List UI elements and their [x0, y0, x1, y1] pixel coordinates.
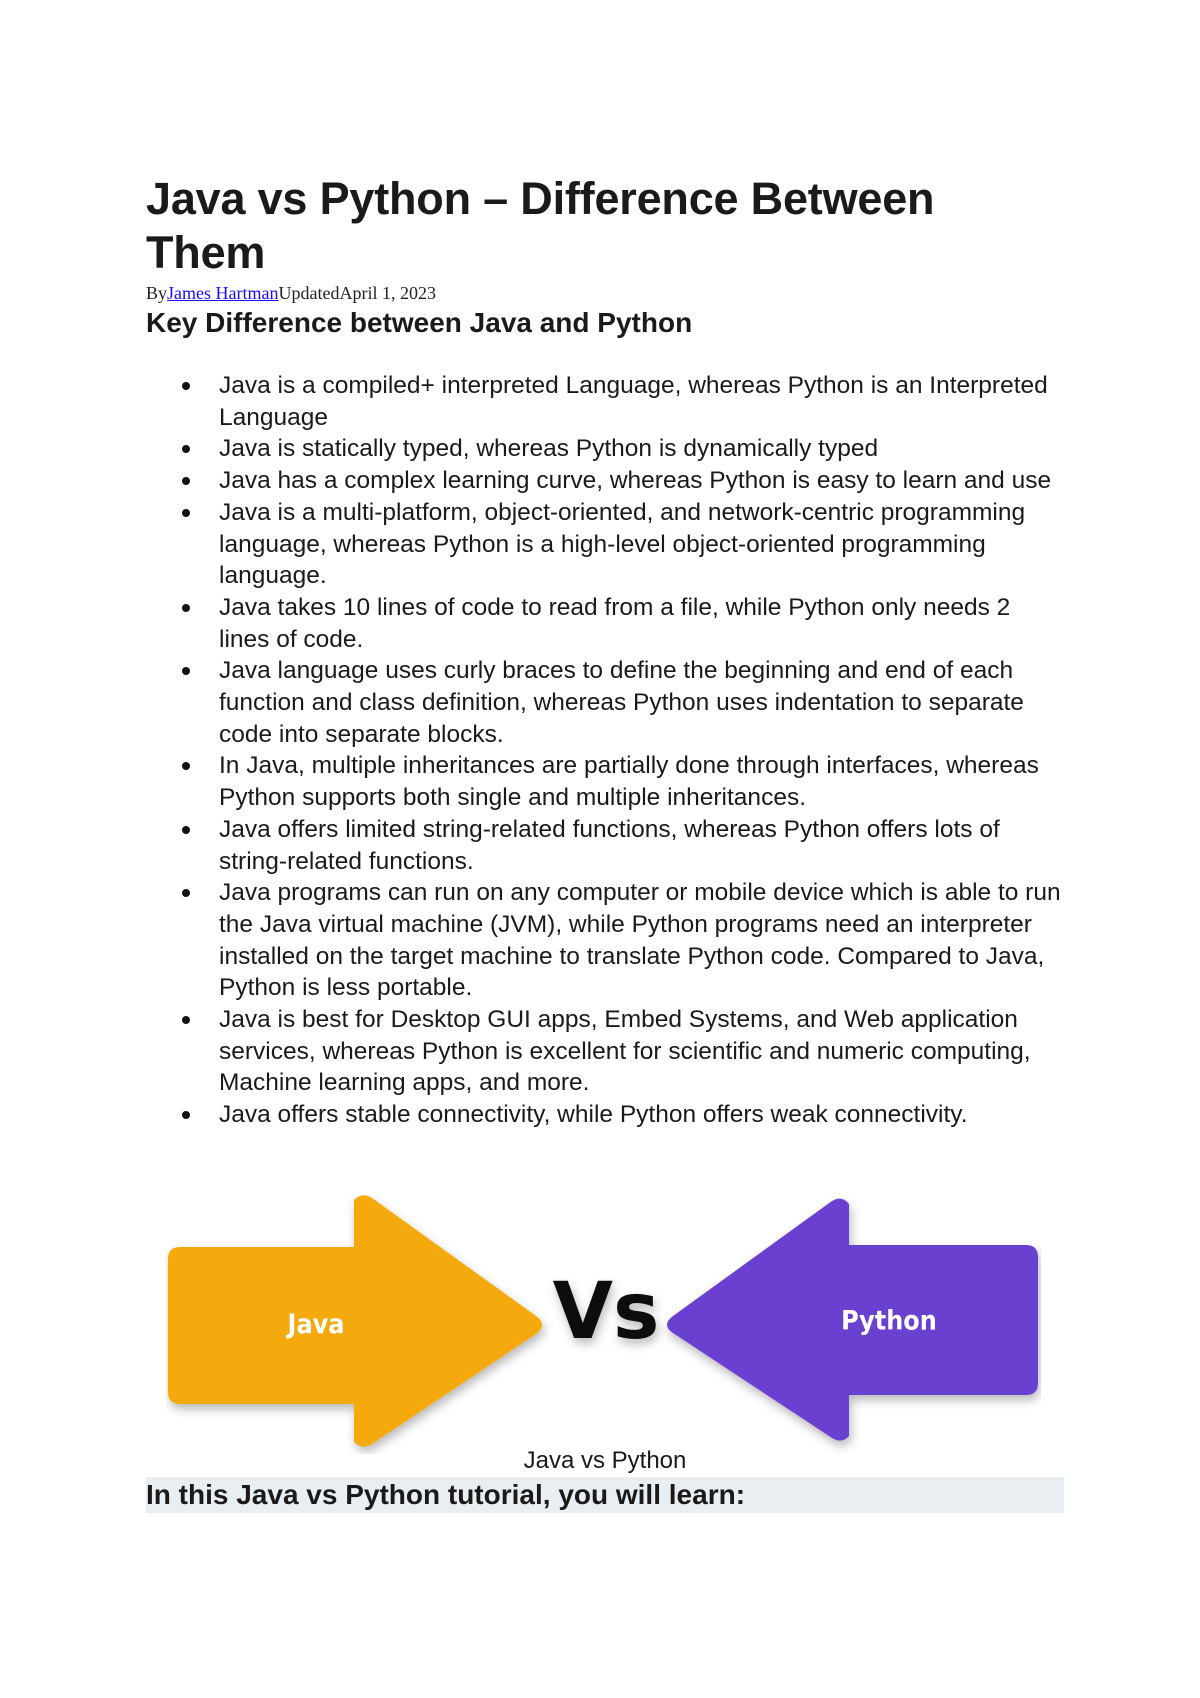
author-link[interactable]: James Hartman: [167, 283, 279, 303]
vs-label: Vs: [552, 1267, 660, 1357]
python-arrow-label: Python: [841, 1305, 937, 1336]
list-item: In Java, multiple inheritances are partially done through interfaces, whereas Python supports both single and multiple inheritances.: [219, 750, 1064, 813]
figure-caption: Java vs Python: [523, 1447, 687, 1474]
key-difference-heading: Key Difference between Java and Python: [146, 307, 693, 338]
page-title: Java vs Python – Difference Between Them: [146, 173, 935, 278]
list-item: Java programs can run on any computer or mobile device which is able to run the Java virtual machine (JVM), while Python programs need an interpreter installed on the target machine to translate Python code. Compared to Java, Python is less portable.: [219, 877, 1064, 1004]
java-vs-python-figure: [166, 1192, 1041, 1454]
byline-updated: Updated: [278, 283, 340, 303]
java-arrow-label: Java: [287, 1308, 345, 1340]
key-difference-list: [146, 370, 1064, 1131]
byline-by: By: [146, 283, 168, 303]
list-item: Java is a multi-platform, object-oriented, and network-centric programming language, whereas Python is a high-level object-oriented programming language.: [219, 497, 1064, 592]
list-item: Java takes 10 lines of code to read from a file, while Python only needs 2 lines of code.: [219, 592, 1064, 655]
list-item: Java offers limited string-related functions, whereas Python offers lots of string-related functions.: [219, 814, 1064, 877]
tutorial-learn-heading: In this Java vs Python tutorial, you will learn:: [146, 1477, 1064, 1513]
byline-date: April 1, 2023: [339, 283, 436, 303]
list-item: Java is statically typed, whereas Python is dynamically typed: [219, 433, 1064, 465]
list-item: Java has a complex learning curve, whereas Python is easy to learn and use: [219, 465, 1064, 497]
list-item: Java offers stable connectivity, while Python offers weak connectivity.: [219, 1099, 1064, 1131]
list-item: Java is best for Desktop GUI apps, Embed Systems, and Web application services, whereas Python is excellent for scientific and numeric computing, Machine learning apps, and more.: [219, 1004, 1064, 1099]
byline: [146, 282, 1064, 304]
list-item: Java is a compiled+ interpreted Language, whereas Python is an Interpreted Language: [219, 370, 1064, 433]
list-item: Java language uses curly braces to define the beginning and end of each function and class definition, whereas Python uses indentation to separate code into separate blocks.: [219, 655, 1064, 750]
article: [146, 172, 1064, 1131]
java-arrow: [168, 1195, 542, 1446]
